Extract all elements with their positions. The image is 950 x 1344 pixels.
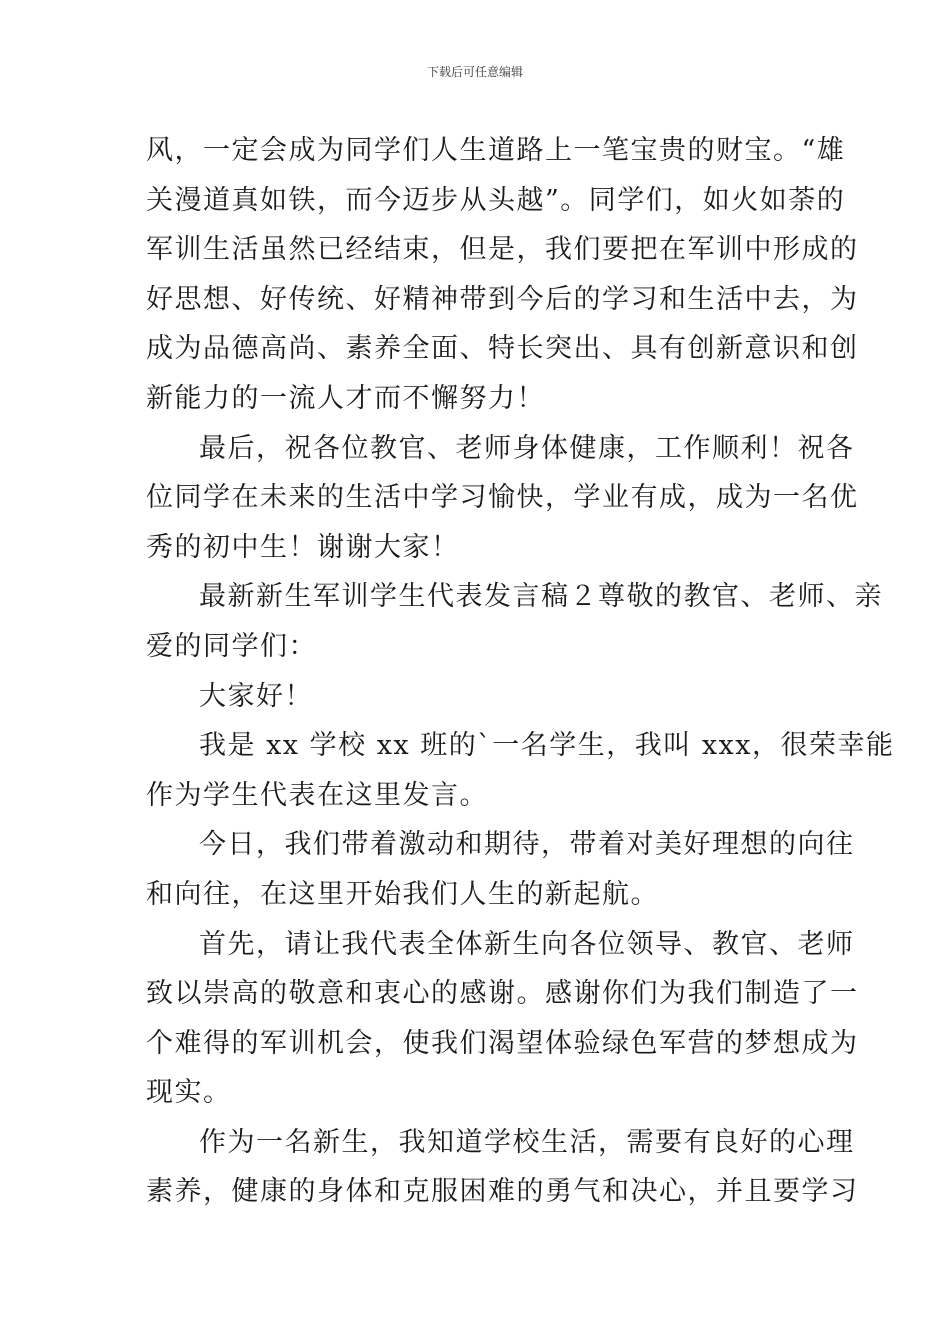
text-line: 作为一名新生，我知道学校生活，需要有良好的心理 xyxy=(199,1126,855,1158)
text-line: 和向往，在这里开始我们人生的新起航。 xyxy=(146,878,659,910)
text-line: 作为学生代表在这里发言。 xyxy=(146,779,488,811)
paragraph-closing-remarks xyxy=(146,126,859,424)
text-line: 位同学在未来的生活中学习愉快，学业有成，成为一名优 xyxy=(146,482,859,514)
text-line: 今日，我们带着激动和期待，带着对美好理想的向往 xyxy=(199,829,855,861)
paragraph-greeting xyxy=(146,672,810,722)
text-line: 风，一定会成为同学们人生道路上一笔宝贵的财宝。“雄 xyxy=(146,135,846,166)
document-body xyxy=(146,126,895,1217)
text-line: 现实。 xyxy=(146,1077,232,1109)
text-line: 大家好！ xyxy=(199,680,313,712)
text-line: 新能力的一流人才而不懈努力！ xyxy=(146,382,545,414)
text-line: 素养，健康的身体和克服困难的勇气和决心，并且要学习 xyxy=(146,1176,859,1208)
paragraph-thanks xyxy=(146,920,859,1118)
paragraph-wishes xyxy=(146,424,859,573)
paragraph-today xyxy=(146,820,855,919)
text-line: 秀的初中生！谢谢大家！ xyxy=(146,531,460,563)
paragraph-introduction xyxy=(146,721,895,820)
text-line: 军训生活虽然已经结束，但是，我们要把在军训中形成的 xyxy=(146,234,859,266)
text-line: 最后，祝各位教官、老师身体健康，工作顺利！祝各 xyxy=(199,432,855,464)
text-line: 关漫道真如铁，而今迈步从头越”。同学们，如火如荼的 xyxy=(146,184,846,216)
text-line: 好思想、好传统、好精神带到今后的学习和生活中去，为 xyxy=(146,283,859,315)
text-line: 致以崇高的敬意和衷心的感谢。感谢你们为我们制造了一 xyxy=(146,978,859,1010)
text-line: 我是 xx 学校 xx 班的`一名学生，我叫 xxx，很荣幸能 xyxy=(199,730,895,762)
paragraph-new-student xyxy=(146,1118,859,1217)
paragraph-speech-2-title xyxy=(146,572,883,671)
page-header: 下载后可任意编辑 xyxy=(426,65,523,79)
text-line: 最新新生军训学生代表发言稿２尊敬的教官、老师、亲 xyxy=(199,581,883,613)
text-line: 个难得的军训机会，使我们渴望体验绿色军营的梦想成为 xyxy=(146,1027,859,1059)
text-line: 爱的同学们： xyxy=(146,630,317,662)
text-line: 成为品德高尚、素养全面、特长突出、具有创新意识和创 xyxy=(146,333,859,365)
text-line: 首先，请让我代表全体新生向各位领导、教官、老师 xyxy=(199,928,855,960)
